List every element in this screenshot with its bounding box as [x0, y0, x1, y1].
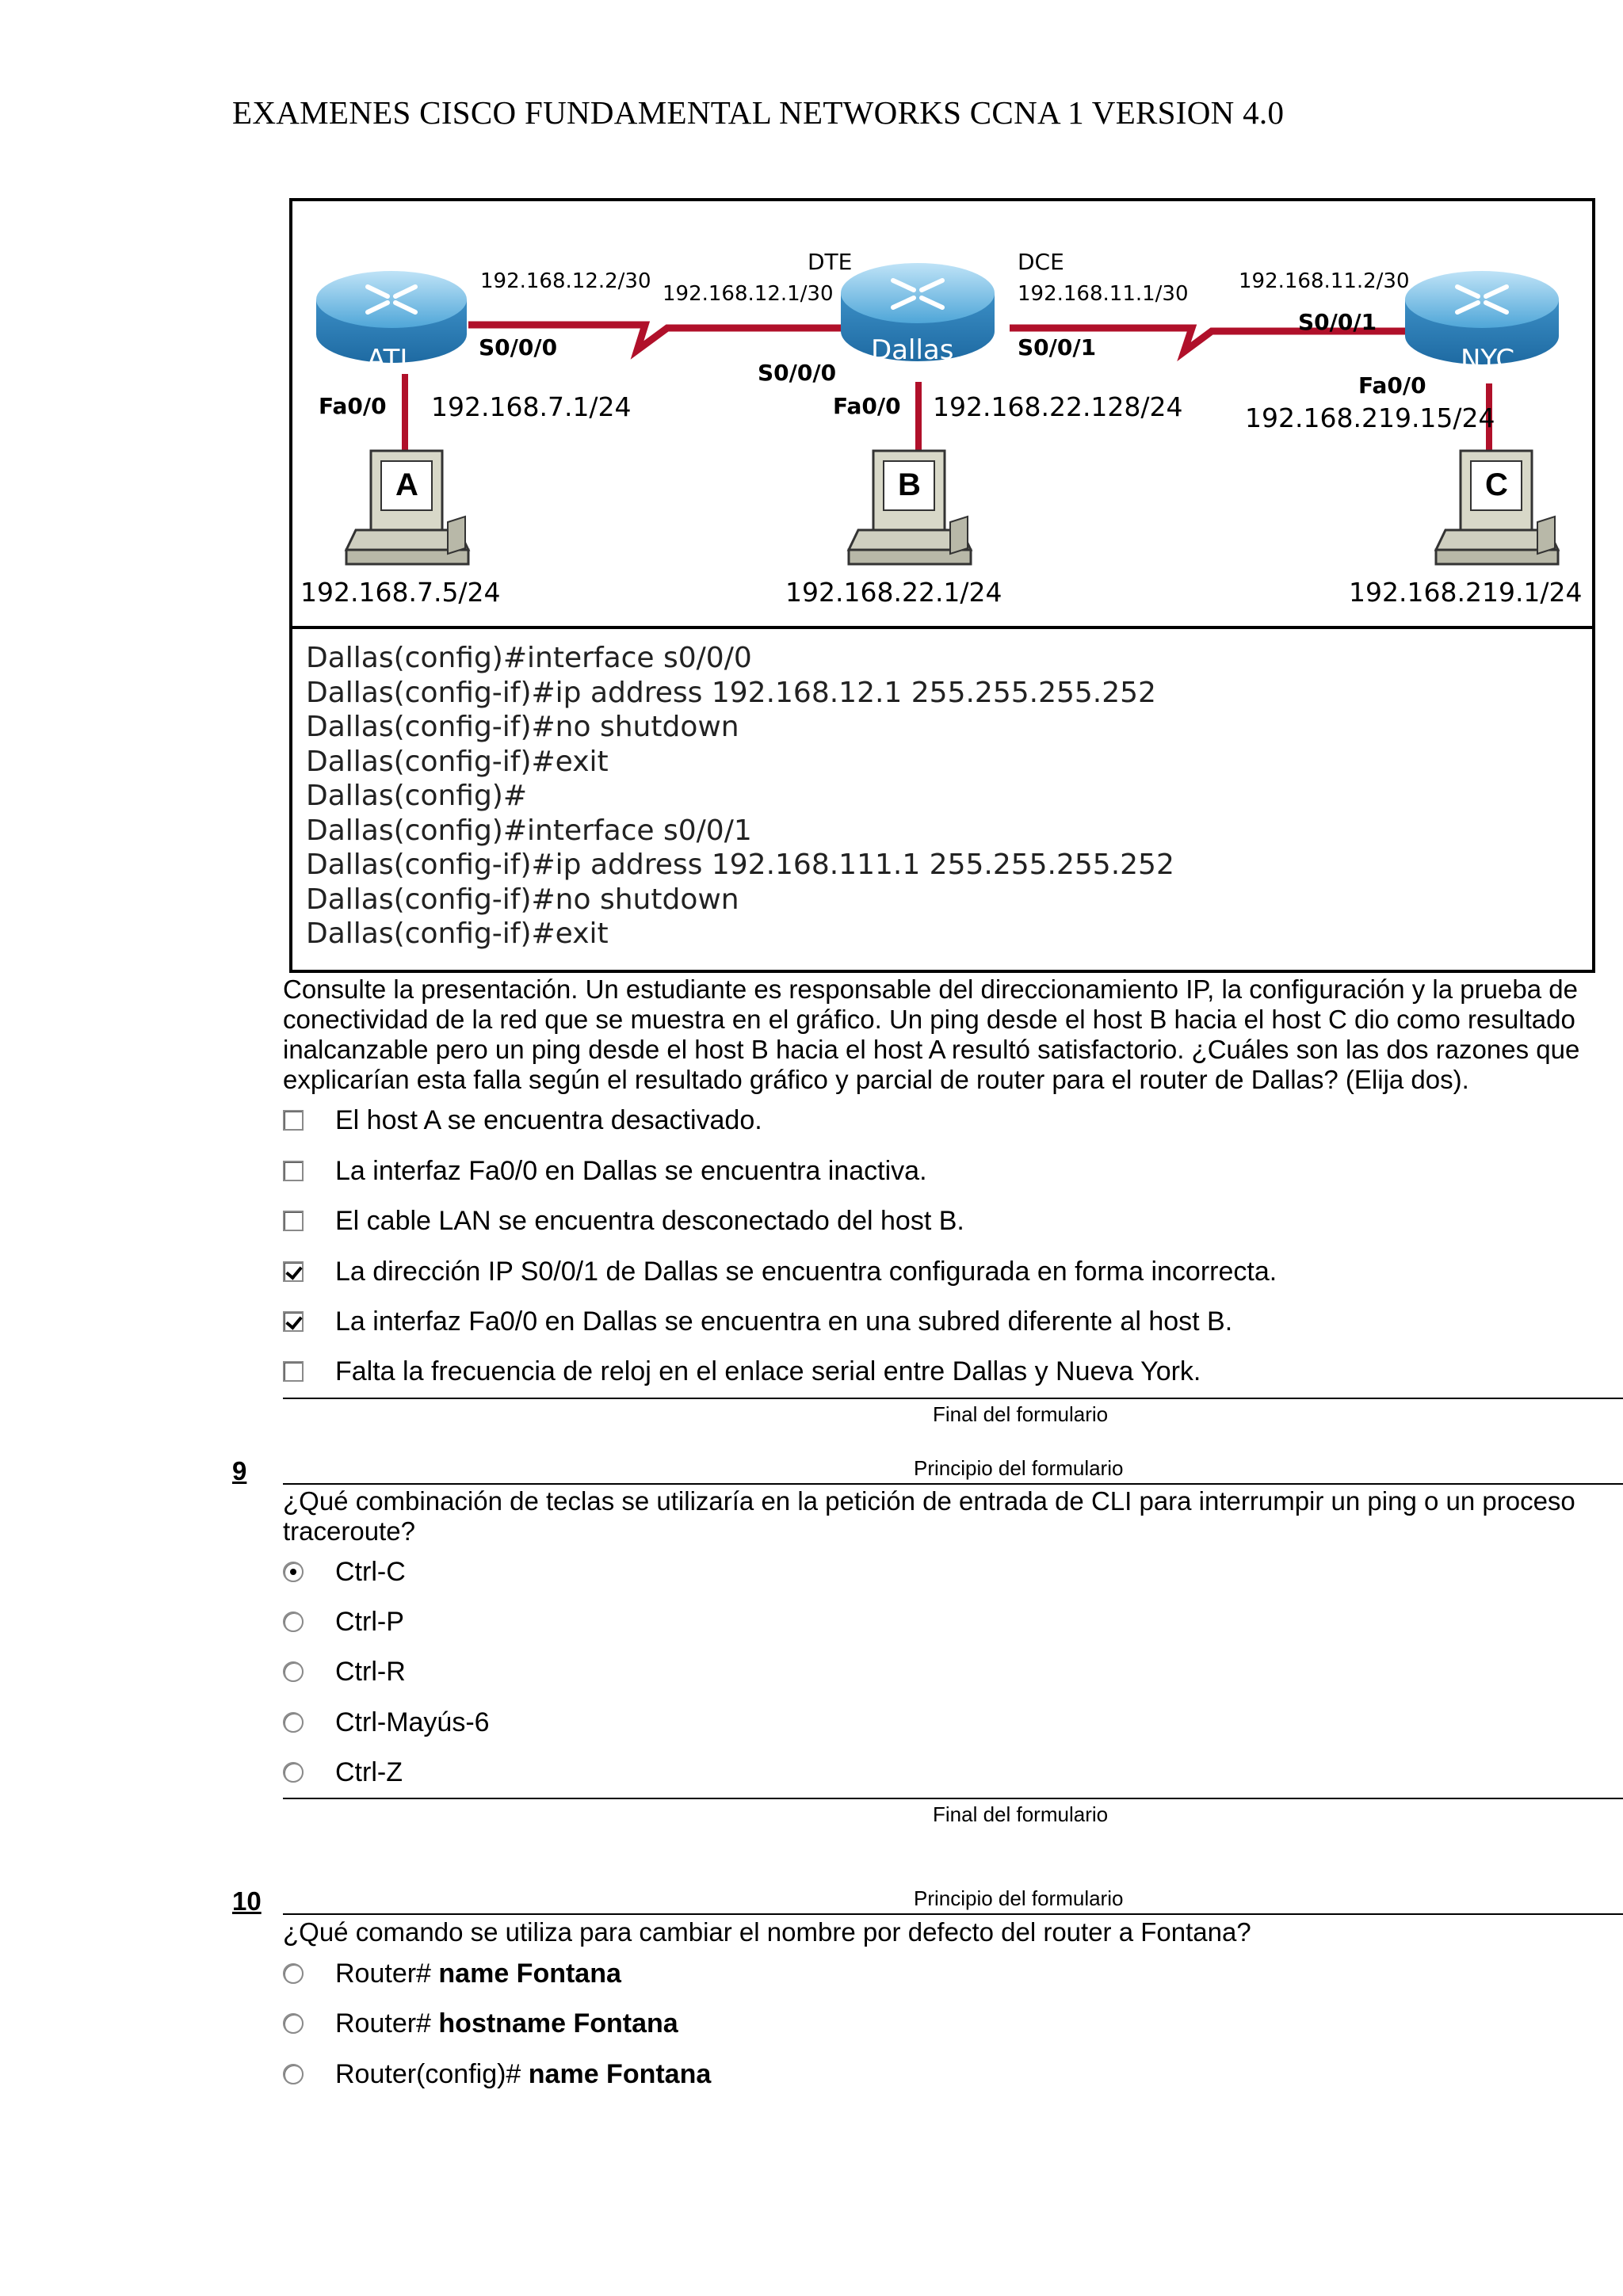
q9-option[interactable]: [283, 1755, 403, 1790]
checkbox-checked-icon[interactable]: [283, 1261, 304, 1282]
checkbox-unchecked-icon[interactable]: [283, 1211, 304, 1231]
q8-option[interactable]: [283, 1254, 1277, 1289]
q8-option-label: Falta la frecuencia de reloj en el enlace serial entre Dallas y Nueva York.: [335, 1356, 1201, 1386]
q9-option-label: Ctrl-Mayús-6: [335, 1707, 490, 1737]
q8-option[interactable]: [283, 1203, 964, 1238]
radio-selected-icon[interactable]: [283, 1562, 304, 1582]
cli-line: Dallas(config)#interface s0/0/0: [306, 642, 752, 674]
q9-option[interactable]: [283, 1654, 406, 1689]
checkbox-unchecked-icon[interactable]: [283, 1361, 304, 1382]
checkbox-unchecked-icon[interactable]: [283, 1161, 304, 1181]
q9-text-line: ¿Qué combinación de teclas se utilizaría en la petición de entrada de CLI para interrumpir un ping o un proceso: [283, 1486, 1575, 1516]
dce-label: DCE: [1018, 249, 1064, 275]
radio-unselected-icon[interactable]: [283, 1762, 304, 1783]
cli-line: Dallas(config-if)#exit: [306, 745, 609, 778]
q8-option-label: La dirección IP S0/0/1 de Dallas se encuentra configurada en forma incorrecta.: [335, 1256, 1277, 1287]
atl-fa00-label: Fa0/0: [319, 393, 387, 419]
dallas-s000-ip: 192.168.12.1/30: [663, 282, 834, 306]
q9-option-label: Ctrl-Z: [335, 1756, 403, 1787]
document-header: EXAMENES CISCO FUNDAMENTAL NETWORKS CCNA 1 VERSION 4.0: [232, 94, 1285, 131]
q10-option-prefix: Router#: [335, 2008, 439, 2039]
q8-form-end: Final del formulario: [933, 1402, 1109, 1426]
q9-option[interactable]: [283, 1604, 404, 1639]
radio-unselected-icon[interactable]: [283, 2064, 304, 2084]
host-a-label: A: [395, 467, 418, 502]
radio-unselected-icon[interactable]: [283, 1611, 304, 1632]
q10-option-prefix: Router(config)#: [335, 2058, 529, 2089]
nyc-fa00-label: Fa0/0: [1358, 372, 1426, 399]
cli-line: Dallas(config-if)#no shutdown: [306, 883, 739, 916]
q8-option[interactable]: [283, 1154, 927, 1188]
cli-line: Dallas(config)#interface s0/0/1: [306, 814, 752, 847]
dallas-s001-ip: 192.168.11.1/30: [1018, 282, 1189, 306]
checkbox-checked-icon[interactable]: [283, 1311, 304, 1332]
cli-line: Dallas(config)#: [306, 780, 528, 812]
dallas-fa-ip: 192.168.22.128/24: [933, 391, 1183, 422]
atl-fa-ip: 192.168.7.1/24: [431, 391, 632, 422]
router-nyc-label: NYC: [1461, 344, 1515, 376]
q9-text-line: traceroute?: [283, 1516, 415, 1546]
host-c-label: C: [1485, 467, 1508, 502]
cli-line: Dallas(config-if)#no shutdown: [306, 711, 739, 743]
cli-output: [306, 641, 1174, 952]
q10-number: 10: [232, 1886, 262, 1916]
q8-text-line: conectividad de la red que se muestra en el gráfico. Un ping desde el host B hacia el host C dio como resultado: [283, 1005, 1575, 1034]
q8-option-label: El cable LAN se encuentra desconectado del host B.: [335, 1205, 964, 1236]
q10-option[interactable]: [283, 2057, 711, 2092]
form-divider: [283, 1483, 1623, 1485]
router-dallas-label: Dallas: [871, 334, 954, 366]
q9-form-end: Final del formulario: [933, 1802, 1109, 1826]
dallas-s000-label: S0/0/0: [758, 360, 837, 386]
q10-option-command: name Fontana: [438, 1958, 621, 1989]
nyc-fa-ip: 192.168.219.15/24: [1245, 402, 1495, 433]
router-atl-label: ATL: [367, 344, 415, 376]
q8-option[interactable]: [283, 1354, 1201, 1389]
host-c-ip: 192.168.219.1/24: [1349, 577, 1583, 608]
q9-option[interactable]: [283, 1705, 490, 1740]
host-a-ip: 192.168.7.5/24: [300, 577, 501, 608]
nyc-serial-ip: 192.168.11.2/30: [1239, 269, 1410, 293]
radio-unselected-icon[interactable]: [283, 1661, 304, 1682]
atl-serial-ip: 192.168.12.2/30: [480, 269, 651, 293]
radio-unselected-icon[interactable]: [283, 1963, 304, 1984]
q10-option[interactable]: [283, 1956, 621, 1991]
host-b-ip: 192.168.22.1/24: [785, 577, 1002, 608]
figure-divider: [292, 626, 1592, 629]
q9-form-start: Principio del formulario: [914, 1456, 1124, 1480]
cli-line: Dallas(config-if)#ip address 192.168.111.1 255.255.255.252: [306, 849, 1174, 881]
dallas-fa00-label: Fa0/0: [833, 393, 901, 419]
radio-unselected-icon[interactable]: [283, 1712, 304, 1733]
q9-number: 9: [232, 1456, 247, 1486]
q10-option-label: [335, 2008, 678, 2039]
q10-option-label: [335, 1958, 621, 1989]
form-divider: [283, 1913, 1623, 1915]
q9-option-label: Ctrl-R: [335, 1656, 406, 1687]
nyc-s001-label: S0/0/1: [1298, 309, 1377, 335]
atl-s000-label: S0/0/0: [479, 334, 558, 360]
checkbox-unchecked-icon[interactable]: [283, 1110, 304, 1131]
q9-option[interactable]: [283, 1554, 406, 1589]
q8-option[interactable]: [283, 1103, 762, 1138]
q10-text: ¿Qué comando se utiliza para cambiar el nombre por defecto del router a Fontana?: [283, 1917, 1251, 1947]
cli-line: Dallas(config-if)#ip address 192.168.12.1 255.255.255.252: [306, 676, 1156, 709]
q10-option-label: [335, 2059, 711, 2090]
form-divider: [283, 1798, 1623, 1799]
q9-option-label: Ctrl-C: [335, 1556, 406, 1587]
q8-text-line: inalcanzable pero un ping desde el host B hacia el host A resultó satisfactorio. ¿Cuáles son las dos razones que: [283, 1035, 1580, 1064]
q10-option-command: name Fontana: [528, 2058, 712, 2089]
q9-option-label: Ctrl-P: [335, 1606, 404, 1637]
q8-option-label: La interfaz Fa0/0 en Dallas se encuentra inactiva.: [335, 1155, 927, 1186]
radio-unselected-icon[interactable]: [283, 2013, 304, 2034]
q10-form-start: Principio del formulario: [914, 1886, 1124, 1910]
q8-option[interactable]: [283, 1304, 1232, 1339]
form-divider: [283, 1398, 1623, 1399]
q8-option-label: La interfaz Fa0/0 en Dallas se encuentra en una subred diferente al host B.: [335, 1306, 1233, 1337]
q8-option-label: El host A se encuentra desactivado.: [335, 1104, 762, 1135]
network-figure: [289, 198, 1595, 973]
host-b-label: B: [898, 467, 921, 502]
q8-text-line: Consulte la presentación. Un estudiante es responsable del direccionamiento IP, la configuración y la prueba de: [283, 974, 1578, 1004]
dte-label: DTE: [808, 249, 853, 275]
q8-text-line: explicarían esta falla según el resultado gráfico y parcial de router para el router de Dallas? (Elija dos).: [283, 1065, 1469, 1094]
q10-option-command: hostname Fontana: [438, 2008, 678, 2039]
q10-option-prefix: Router#: [335, 1958, 439, 1989]
cli-line: Dallas(config-if)#exit: [306, 917, 609, 950]
q10-option[interactable]: [283, 2006, 678, 2041]
dallas-s001-label: S0/0/1: [1018, 334, 1097, 360]
